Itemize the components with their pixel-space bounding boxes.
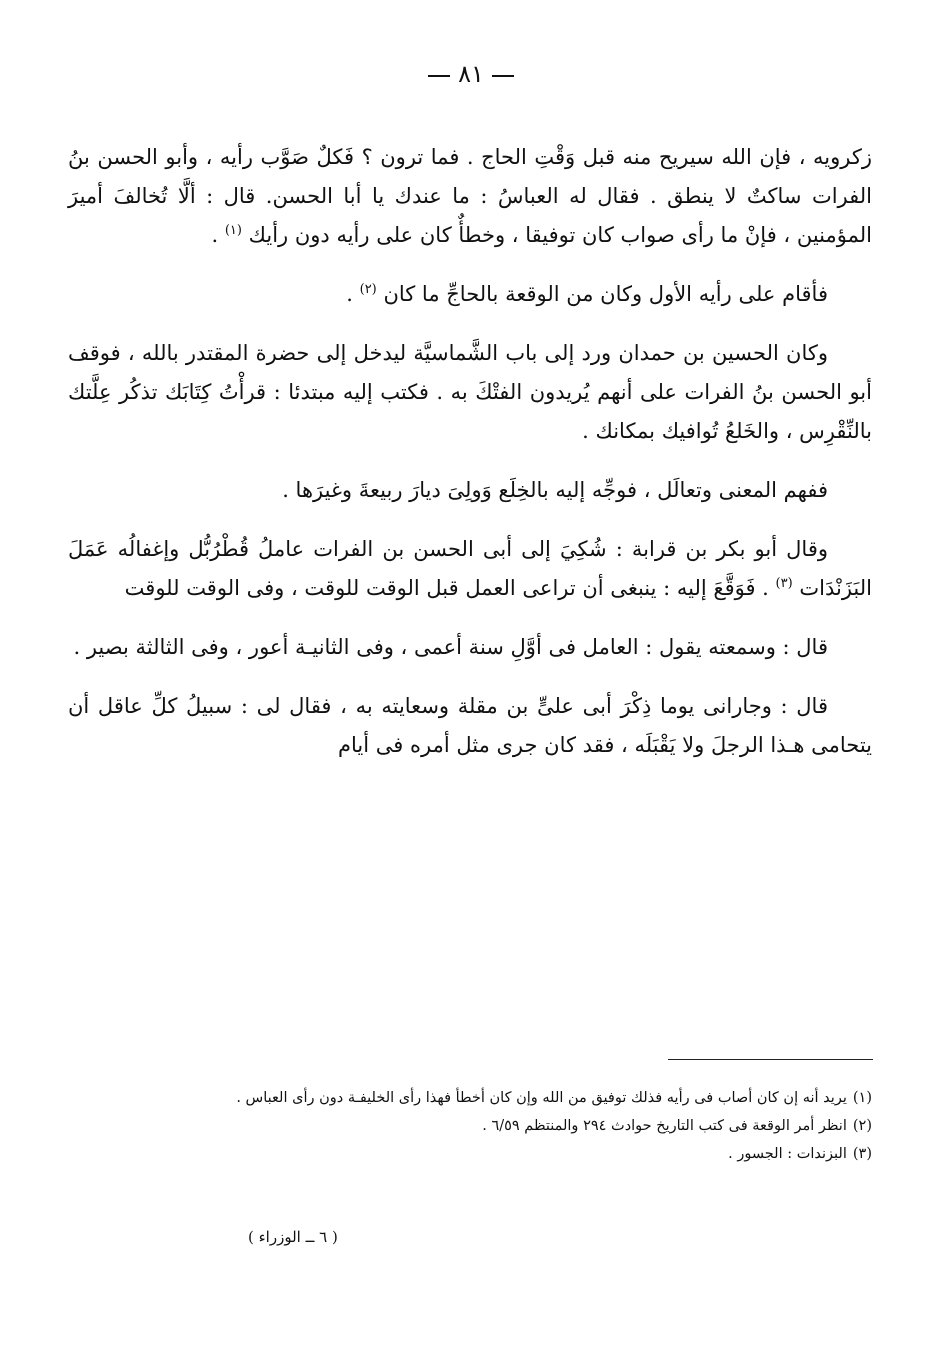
page-number-value: ٨١ xyxy=(458,60,484,88)
footnote-1: (١)يريد أنه إن كان أصاب فى رأيه فذلك توفيق من الله وإن كان أخطأ فهذا رأى الخليفـة دون رأى العباس . xyxy=(236,1090,872,1106)
footnote-ref-1: (١) xyxy=(224,223,242,238)
page-number xyxy=(0,60,942,88)
main-text xyxy=(68,138,872,765)
footnote-ref-3: (٣) xyxy=(775,576,793,591)
footnote-ref-2: (٢) xyxy=(359,282,377,297)
footnote-divider xyxy=(668,1059,873,1060)
dash-right xyxy=(492,75,514,77)
paragraph-3: وكان الحسين بن حمدان ورد إلى باب الشَّماسيَّة ليدخل إلى حضرة المقتدر بالله ، فوقف أبو الحسن بنُ الفرات على أنهم يُريدون الفتْكَ به . فكتب إليه مبتدئا : قرأْتُ كِتَابَك تذكُر عِلَّتك بالنِّقْرِس ، والخَلعُ تُوافيك بمكانك . xyxy=(68,341,872,443)
paragraph-1: زكرويه ، فإن الله سيريح منه قبل وَقْتِ الحاج . فما ترون ؟ فَكلٌ صَوَّب رأيه ، وأبو الحسن بنُ الفرات ساكتٌ لا ينطق . فقال له العباسُ : ما عندك يا أبا الحسن. قال : ألَّا تُخالفَ أميرَ المؤمنين ، فإنْ ما رأى صواب كان توفيقا ، وخطأٌ كان على رأيه دون رأيك $^{(١)}$ . xyxy=(68,145,872,247)
paragraph-5: وقال أبو بكر بن قرابة : شُكِيَ إلى أبى الحسن بن الفرات عاملُ قُطْرُبُّل وإغفالُه عَمَلَ البَزَنْدَات $^{(٣)}$ . فَوَقَّعَ إليه : ينبغى أن تراعى العمل قبل الوقت للوقت ، وفى الوقت للوقت xyxy=(68,537,872,600)
printer-signature: ( ٦ ــ الوزراء ) xyxy=(248,1228,338,1246)
footnotes xyxy=(68,1084,872,1168)
footnote-2: (٢)انظر أمر الوقعة فى كتب التاريخ حوادث ٢٩٤ والمنتظم ٦/٥٩ . xyxy=(482,1118,872,1134)
paragraph-7: قال : وجارانى يوما ذِكْرَ أبى علىٍّ بن مقلة وسعايته به ، فقال لى : سبيلُ كلِّ عاقل أن يتحامى هـذا الرجلَ ولا يَقْبَلَه ، فقد كان جرى مثل أمره فى أيام xyxy=(68,694,872,757)
footnote-3: (٣)البزندات : الجسور . xyxy=(728,1146,872,1162)
paragraph-4: ففهم المعنى وتعالَل ، فوجِّه إليه بالخِلَع وَولِىَ ديارَ ربيعةَ وغيرَها . xyxy=(282,478,828,502)
paragraph-2: فأقام على رأيه الأول وكان من الوقعة بالحاجِّ ما كان $^{(٢)}$ . xyxy=(346,282,828,306)
paragraph-6: قال : وسمعته يقول : العامل فى أوَّلِ سنة أعمى ، وفى الثانيـة أعور ، وفى الثالثة بصير . xyxy=(73,635,828,659)
dash-left xyxy=(428,75,450,77)
